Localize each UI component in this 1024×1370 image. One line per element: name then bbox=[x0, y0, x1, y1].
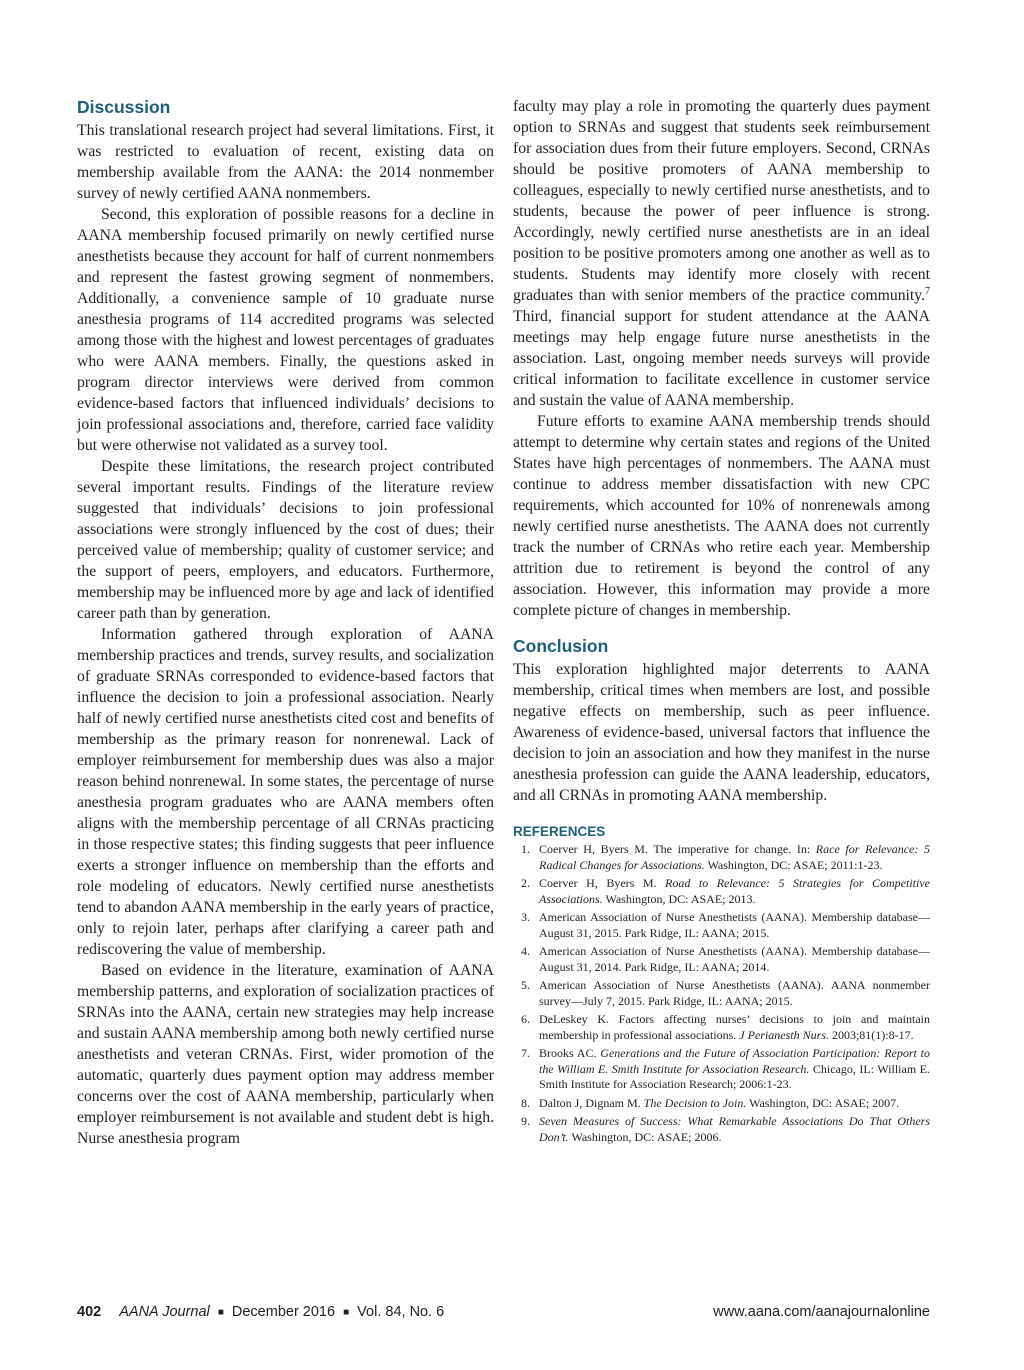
references-heading: REFERENCES bbox=[513, 824, 606, 839]
reference-text: DeLeskey K. Factors affecting nurses’ decisions to join and maintain membership in professional associations. bbox=[539, 1012, 930, 1042]
reference-text: Brooks AC. bbox=[539, 1046, 601, 1060]
reference-number: 2. bbox=[521, 876, 530, 890]
issue-date: December 2016 bbox=[231, 1304, 336, 1320]
references-list bbox=[513, 842, 930, 1145]
discussion-paragraph: This translational research project had several limitations. First, it was restricted to evaluation of recent, existing data on membership available from the AANA: the 2014 nonmember survey of newly certified AANA nonmembers. bbox=[77, 122, 494, 202]
reference-number: 9. bbox=[521, 1114, 530, 1128]
reference-number: 6. bbox=[521, 1012, 530, 1026]
discussion-paragraph-continued bbox=[513, 96, 930, 411]
reference-item bbox=[513, 978, 930, 1009]
reference-text: Dalton J, Dignam M. bbox=[539, 1095, 644, 1110]
reference-text: Washington, DC: ASAE; 2006. bbox=[568, 1129, 722, 1144]
paragraph-text: Third, financial support for student attendance at the AANA meetings may help engage future nurse anesthetists in the association. Last, ongoing member needs surveys will provide critical information to facilitate excellence in customer service and sustain the value of AANA membership. bbox=[513, 308, 930, 409]
reference-number: 3. bbox=[521, 910, 530, 924]
discussion-paragraph: Despite these limitations, the research project contributed several important results. Findings of the literature review suggested that individuals’ decisions to join professional associations were strongly influenced by the cost of dues; their perceived value of membership; quality of customer service; and the support of peers, employers, and educators. Furthermore, membership may be influenced more by age and lack of identified career path than by generation. bbox=[77, 458, 494, 622]
reference-item bbox=[513, 1012, 930, 1043]
separator-icon: ■ bbox=[217, 1307, 224, 1318]
paragraph-text: faculty may play a role in promoting the quarterly dues payment option to SRNAs and suggest that students seek reimbursement for association dues from their future employers. Second, CRNAs should be positive promoters of AANA membership to colleagues, especially to newly certified nurse anesthetists, and to students, because the power of peer influence is strong. Accordingly, newly certified nurse anesthetists are in an ideal position to be positive promoters among one another as well as to students. Students may identify more closely with recent graduates than with senior members of the practice community. bbox=[513, 98, 930, 304]
reference-text: Washington, DC: ASAE; 2013. bbox=[602, 891, 756, 906]
reference-number: 5. bbox=[521, 978, 530, 992]
reference-title: Race for Relevance: 5 Radical Changes for Associations. bbox=[539, 842, 930, 872]
discussion-paragraph: Information gathered through exploration of AANA membership practices and trends, survey results, and socialization of graduate SRNAs corresponded to evidence-based factors that influence the decision to join a professional association. Nearly half of newly certified nurse anesthetists cited cost and benefits of membership as the primary reason for nonrenewal. Lack of employer reimbursement for membership dues was also a major reason behind nonrenewal. In some states, the percentage of nurse anesthesia program graduates who are AANA members often aligns with the membership percentage of all CRNAs practicing in those respective states; this finding suggests that peer influence exerts a stronger influence on membership than the efforts and role modeling of educators. Newly certified nurse anesthetists tend to abandon AANA membership in the early years of practice, only to rejoin later, perhaps after clarifying a career path and rediscovering the value of membership. bbox=[77, 626, 494, 958]
reference-title: J Perianesth Nurs. bbox=[739, 1027, 829, 1042]
reference-text: American Association of Nurse Anesthetists (AANA). AANA nonmember survey—July 7, 2015. Park Ridge, IL: AANA; 2015. bbox=[539, 978, 930, 1008]
website-link[interactable]: www.aana.com/aanajournalonline bbox=[713, 1304, 930, 1320]
discussion-heading: Discussion bbox=[77, 97, 171, 117]
reference-text: Washington, DC: ASAE; 2007. bbox=[746, 1095, 900, 1110]
reference-number: 1. bbox=[521, 842, 530, 856]
reference-title: The Decision to Join. bbox=[643, 1095, 747, 1110]
left-column bbox=[77, 96, 494, 1149]
journal-name: AANA Journal bbox=[119, 1304, 210, 1320]
reference-item bbox=[513, 842, 930, 873]
reference-title: Road to Relevance: 5 Strategies for Competitive Associations. bbox=[539, 876, 930, 906]
reference-title: Generations and the Future of Association Participation: Report to the William E. Smith Institute for Association Research. bbox=[539, 1046, 930, 1076]
reference-text: Coerver H, Byers M. bbox=[539, 876, 666, 890]
conclusion-heading: Conclusion bbox=[513, 636, 609, 656]
right-column bbox=[513, 96, 930, 1148]
page-footer bbox=[77, 1304, 930, 1320]
reference-item bbox=[513, 876, 930, 907]
page-number: 402 bbox=[77, 1304, 102, 1320]
reference-text: American Association of Nurse Anesthetists (AANA). Membership database—August 31, 2014. Park Ridge, IL: AANA; 2014. bbox=[539, 944, 930, 974]
reference-item bbox=[513, 1046, 930, 1093]
reference-number: 8. bbox=[521, 1095, 530, 1110]
reference-text: Coerver H, Byers M. The imperative for change. In: bbox=[539, 842, 816, 856]
conclusion-paragraph: This exploration highlighted major deterrents to AANA membership, critical times when members are lost, and possible negative effects on membership, such as peer influence. Awareness of evidence-based, universal factors that influence the decision to join an association and how they manifest in the nurse anesthesia profession can guide the AANA leadership, educators, and all CRNAs in promoting AANA membership. bbox=[513, 661, 930, 804]
reference-item bbox=[513, 910, 930, 941]
separator-icon: ■ bbox=[343, 1307, 350, 1318]
reference-text: American Association of Nurse Anesthetists (AANA). Membership database—August 31, 2015. Park Ridge, IL: AANA; 2015. bbox=[539, 910, 930, 940]
reference-item bbox=[513, 1114, 930, 1145]
reference-text: 2003;81(1):8-17. bbox=[828, 1027, 914, 1042]
discussion-paragraph: Future efforts to examine AANA membership trends should attempt to determine why certain states and regions of the United States have high percentages of nonmembers. The AANA must continue to address member dissatisfaction with new CPC requirements, which accounted for 10% of nonrenewals among newly certified nurse anesthetists. The AANA does not currently track the number of CRNAs who retire each year. Membership attrition due to retirement is beyond the control of any association. However, this information may provide a more complete picture of changes in membership. bbox=[513, 413, 930, 619]
reference-item bbox=[513, 1096, 930, 1112]
reference-text: Washington, DC: ASAE; 2011:1-23. bbox=[704, 857, 883, 872]
discussion-paragraph: Second, this exploration of possible reasons for a decline in AANA membership focused primarily on newly certified nurse anesthetists because they account for half of current nonmembers and represent the fastest growing segment of nonmembers. Additionally, a convenience sample of 10 graduate nurse anesthesia programs of 114 accredited programs was selected among those with the highest and lowest percentages of graduates who were AANA members. Finally, the questions asked in program director interviews were derived from common evidence-based factors that influenced individuals’ decisions to join professional associations and, therefore, carried face validity but were otherwise not validated as a survey tool. bbox=[77, 206, 494, 454]
reference-title: Seven Measures of Success: What Remarkable Associations Do That Others Don’t. bbox=[539, 1114, 930, 1144]
reference-item bbox=[513, 944, 930, 975]
reference-text: Chicago, IL: William E. Smith Institute for Association Research; 2006:1-23. bbox=[539, 1061, 930, 1091]
citation-superscript: 7 bbox=[925, 285, 930, 297]
discussion-paragraph: Based on evidence in the literature, examination of AANA membership patterns, and exploration of socialization practices of SRNAs into the AANA, certain new strategies may help increase and sustain AANA membership among both newly certified nurse anesthetists and veteran CRNAs. First, wider promotion of the automatic, quarterly dues payment option may address member concerns over the cost of AANA membership, particularly when employer reimbursement is not available and student debt is high. Nurse anesthesia program bbox=[77, 962, 494, 1147]
reference-number: 7. bbox=[521, 1046, 530, 1060]
volume-number: Vol. 84, No. 6 bbox=[357, 1304, 445, 1320]
reference-number: 4. bbox=[521, 944, 530, 958]
